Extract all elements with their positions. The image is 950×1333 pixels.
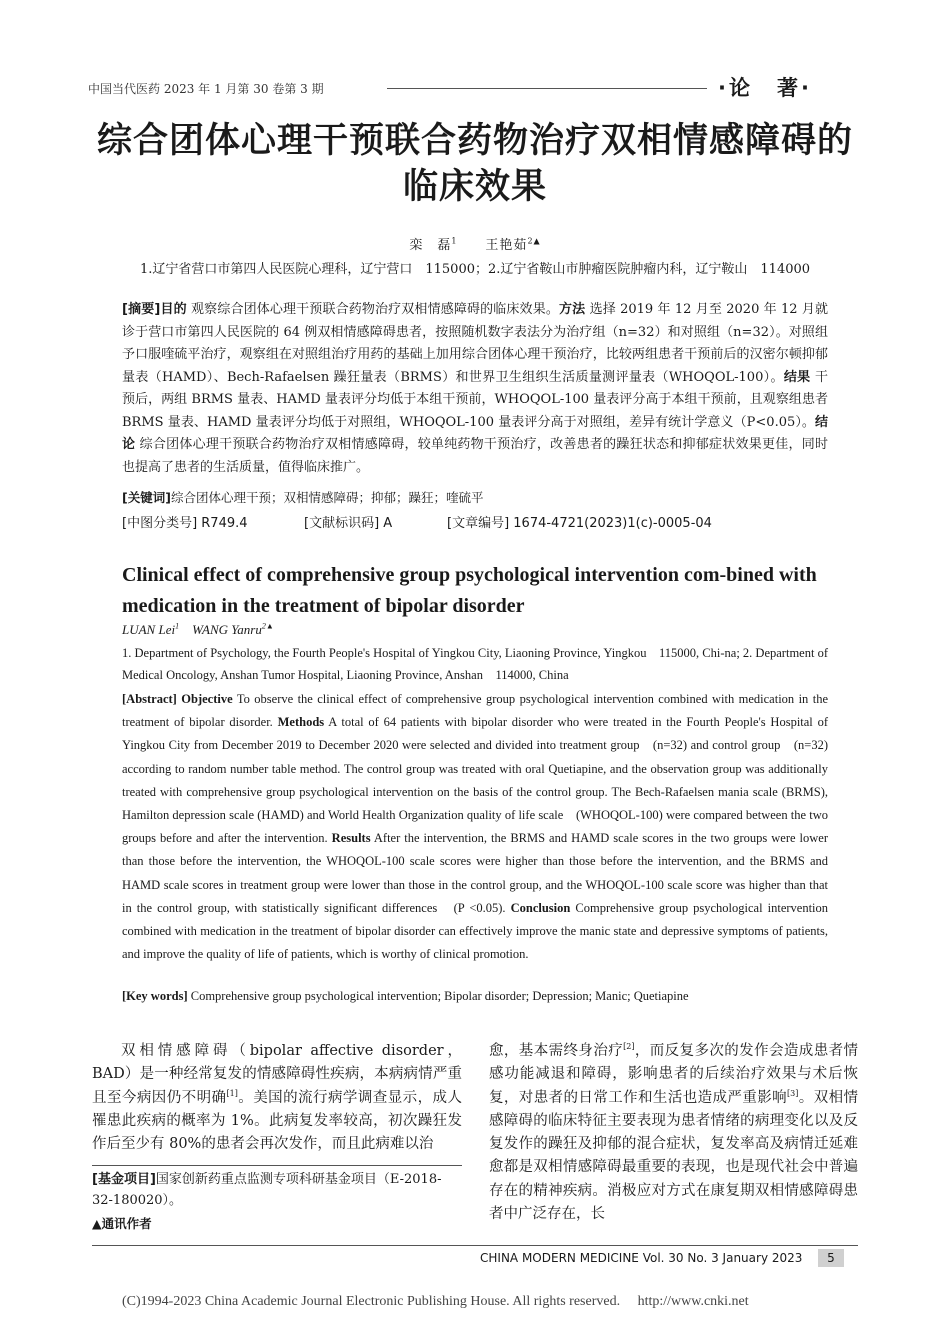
en-keywords-text: Comprehensive group psychological intervention; Bipolar disorder; Depression; Manic; Quetiapine xyxy=(190,989,689,1003)
english-affiliation: 1. Department of Psychology, the Fourth People's Hospital of Yingkou City, Liaoning Province, Yingkou 115000, Chi-na; 2. Department of Medical Oncology, Anshan Tumor Hospital, Liaoning Province, Anshan 114000, China xyxy=(122,646,828,682)
en-methods-text: A total of 64 patients with bipolar disorder who were treated in the Fourth People's Hospital of Yingkou City from December 2019 to December 2020 were selected and divided into treatment group (n=32) and control group (n=32) according to random number table method. The control group was treated with oral Quetiapine, and the observation group was additionally treated with comprehensive group psychological intervention on the basis of the control group. The Bech-Rafaelsen mania scale (BRMS), Hamilton depression scale (HAMD) and World Health Organization quality of life scale (WHOQOL-100) were compared between the two groups before and after the intervention. xyxy=(122,715,828,846)
author-2-mark: 2▲ xyxy=(527,236,541,246)
keywords-text: 综合团体心理干预；双相情感障碍；抑郁；躁狂；喹硫平 xyxy=(170,490,484,505)
en-conclusion-label: Conclusion xyxy=(510,900,571,915)
english-author-1-mark: 1 xyxy=(175,621,180,631)
objective-text: 观察综合团体心理干预联合药物治疗双相情感障碍的临床效果。 xyxy=(191,302,559,317)
section-label: ·论 著· xyxy=(718,76,812,100)
author-2: 王艳茹 xyxy=(485,238,528,253)
conclusion-label: 结论 xyxy=(122,414,828,452)
paper-title xyxy=(60,118,890,210)
author-1: 栾 磊 xyxy=(409,238,452,253)
english-author-1: LUAN Lei xyxy=(122,622,176,637)
author-1-mark: 1 xyxy=(451,236,458,246)
clc-number: [中图分类号] R749.4 xyxy=(122,516,248,531)
en-objective-text: To observe the clinical effect of comprehensive group psychological intervention combined with medication in the treatment of bipolar disorder. xyxy=(122,692,828,730)
running-header: 中国当代医药 2023 年 1 月第 30 卷第 3 期 xyxy=(88,82,324,96)
body-text: ，而反复多次的发作会造成患者情感功能减退和障碍，影响患者的后续治疗效果与术后恢复，对患者的日常工作和生活也造成严重影响 xyxy=(489,1043,859,1106)
abstract-en xyxy=(122,688,828,966)
article-meta xyxy=(122,512,832,531)
article-number: [文章编号] 1674-4721(2023)1(c)-0005-04 xyxy=(447,516,712,531)
footer-rule xyxy=(92,1245,858,1246)
results-label: 结果 xyxy=(783,369,811,385)
document-code: [文献标识码] A xyxy=(304,516,393,531)
en-results-text: After the intervention, the BRMS and HAMD scale scores in the two groups were lower than those before the intervention, the WHOQOL-100 scale scores were higher than those before the intervention, and the BRMS and HAMD scale scores in treatment group were lower than those in the control group, and the WHOQOL-100 scale score was higher than that in the control group, with statistically significant differences (P <0.05). xyxy=(122,831,829,915)
funding-label: [基金项目] xyxy=(92,1172,156,1187)
conclusion-text: 综合团体心理干预联合药物治疗双相情感障碍，较单纯药物干预治疗，改善患者的躁狂状态和抑郁症状效果更佳，同时也提高了患者的生活质量，值得临床推广。 xyxy=(122,437,828,475)
abstract-cn xyxy=(122,299,828,479)
english-author-2-mark: 2▲ xyxy=(261,621,274,631)
english-authors xyxy=(122,622,274,638)
keywords-label: [关键词] xyxy=(122,490,171,505)
en-conclusion-text: Comprehensive group psychological intervention combined with medication in the treatment of bipolar disorder can effectively improve the manic state and depressive symptoms of patients, and improve the quality of life of patients, which is worthy of clinical promotion. xyxy=(122,900,829,962)
title-line-2: 临床效果 xyxy=(402,167,547,207)
citation-ref[interactable]: [1] xyxy=(226,1088,238,1098)
body-left-column xyxy=(92,1040,462,1156)
funding-note xyxy=(92,1169,462,1211)
en-keywords-label: [Key words] xyxy=(122,989,188,1003)
body-text: 愈，基本需终身治疗 xyxy=(489,1043,624,1059)
body-text: 双相情感障碍（bipolar affective disorder，BAD）是一种经常复发的情感障碍性疾病，本病病情严重且至今病因仍不明确 xyxy=(92,1043,462,1106)
english-author-2: WANG Yanru xyxy=(192,622,262,637)
page-number: 5 xyxy=(818,1249,844,1267)
footer-journal: CHINA MODERN MEDICINE Vol. 30 No. 3 January 2023 xyxy=(480,1251,803,1265)
en-results-label: Results xyxy=(331,831,371,846)
body-right-column xyxy=(489,1040,858,1226)
en-objective-label: Objective xyxy=(181,692,233,706)
keywords-en xyxy=(122,989,828,1004)
copyright-notice: (C)1994-2023 China Academic Journal Electronic Publishing House. All rights reserved. http://www.cnki.net xyxy=(122,1294,749,1309)
header-rule xyxy=(387,88,707,89)
en-abstract-label: [Abstract] xyxy=(122,692,177,706)
abstract-label: [摘要] xyxy=(122,302,161,317)
citation-ref[interactable]: [3] xyxy=(787,1088,799,1098)
objective-label: 目的 xyxy=(160,302,187,317)
methods-label: 方法 xyxy=(558,302,586,317)
footnote-rule xyxy=(92,1165,462,1166)
affiliation: 1.辽宁省营口市第四人民医院心理科，辽宁营口 115000；2.辽宁省鞍山市肿瘤医院肿瘤内科，辽宁鞍山 114000 xyxy=(139,262,811,277)
title-line-1: 综合团体心理干预联合药物治疗双相情感障碍的 xyxy=(96,121,853,161)
methods-text: 选择 2019 年 12 月至 2020 年 12 月就诊于营口市第四人民医院的 64 例双相情感障碍患者，按照随机数字表法分为治疗组（n=32）和对照组（n=32）。对照组予口服喹硫平治疗，观察组在对照组治疗用药的基础上加用综合团体心理干预治疗，比较两组患者干预前后的汉密尔顿抑郁量表（HAMD）、Bech-Rafaelsen 躁狂量表（BRMS）和世界卫生组织生活质量测评量表（WHOQOL-100）。 xyxy=(122,302,828,385)
body-text: 。美国的流行病学调查显示，成人罹患此疾病的概率为 1%。此病复发率较高，初次躁狂发作后至少有 80%的患者会再次发作，而且此病难以治 xyxy=(92,1089,463,1153)
citation-ref[interactable]: [2] xyxy=(623,1042,635,1052)
funding-text: 国家创新药重点监测专项科研基金项目（E-2018-32-180020）。 xyxy=(92,1172,442,1208)
corresponding-author-note: ▲通讯作者 xyxy=(92,1216,152,1231)
english-title: Clinical effect of comprehensive group psychological intervention com-bined with medication in the treatment of bipolar disorder xyxy=(122,564,817,617)
results-text: 干预后，两组 BRMS 量表、HAMD 量表评分均低于本组干预前，WHOQOL-100 量表评分高于本组干预前，且观察组患者 BRMS 量表、HAMD 量表评分均低于对照组，WHOQOL-100 量表评分高于对照组，差异有统计学意义（P<0.05）。 xyxy=(122,369,828,430)
body-text: 。双相情感障碍的临床特征主要表现为患者情绪的病理变化以及反复发作的躁狂及抑郁的混合症状，复发率高及病情迁延难愈都是双相情感障碍最重要的表现，也是现代社会中普遍存在的精神疾病。消极应对方式在康复期双相情感障碍患者中广泛存在，长 xyxy=(489,1089,858,1223)
author-list xyxy=(0,234,950,253)
en-methods-label: Methods xyxy=(277,715,325,730)
keywords-cn xyxy=(122,488,832,506)
